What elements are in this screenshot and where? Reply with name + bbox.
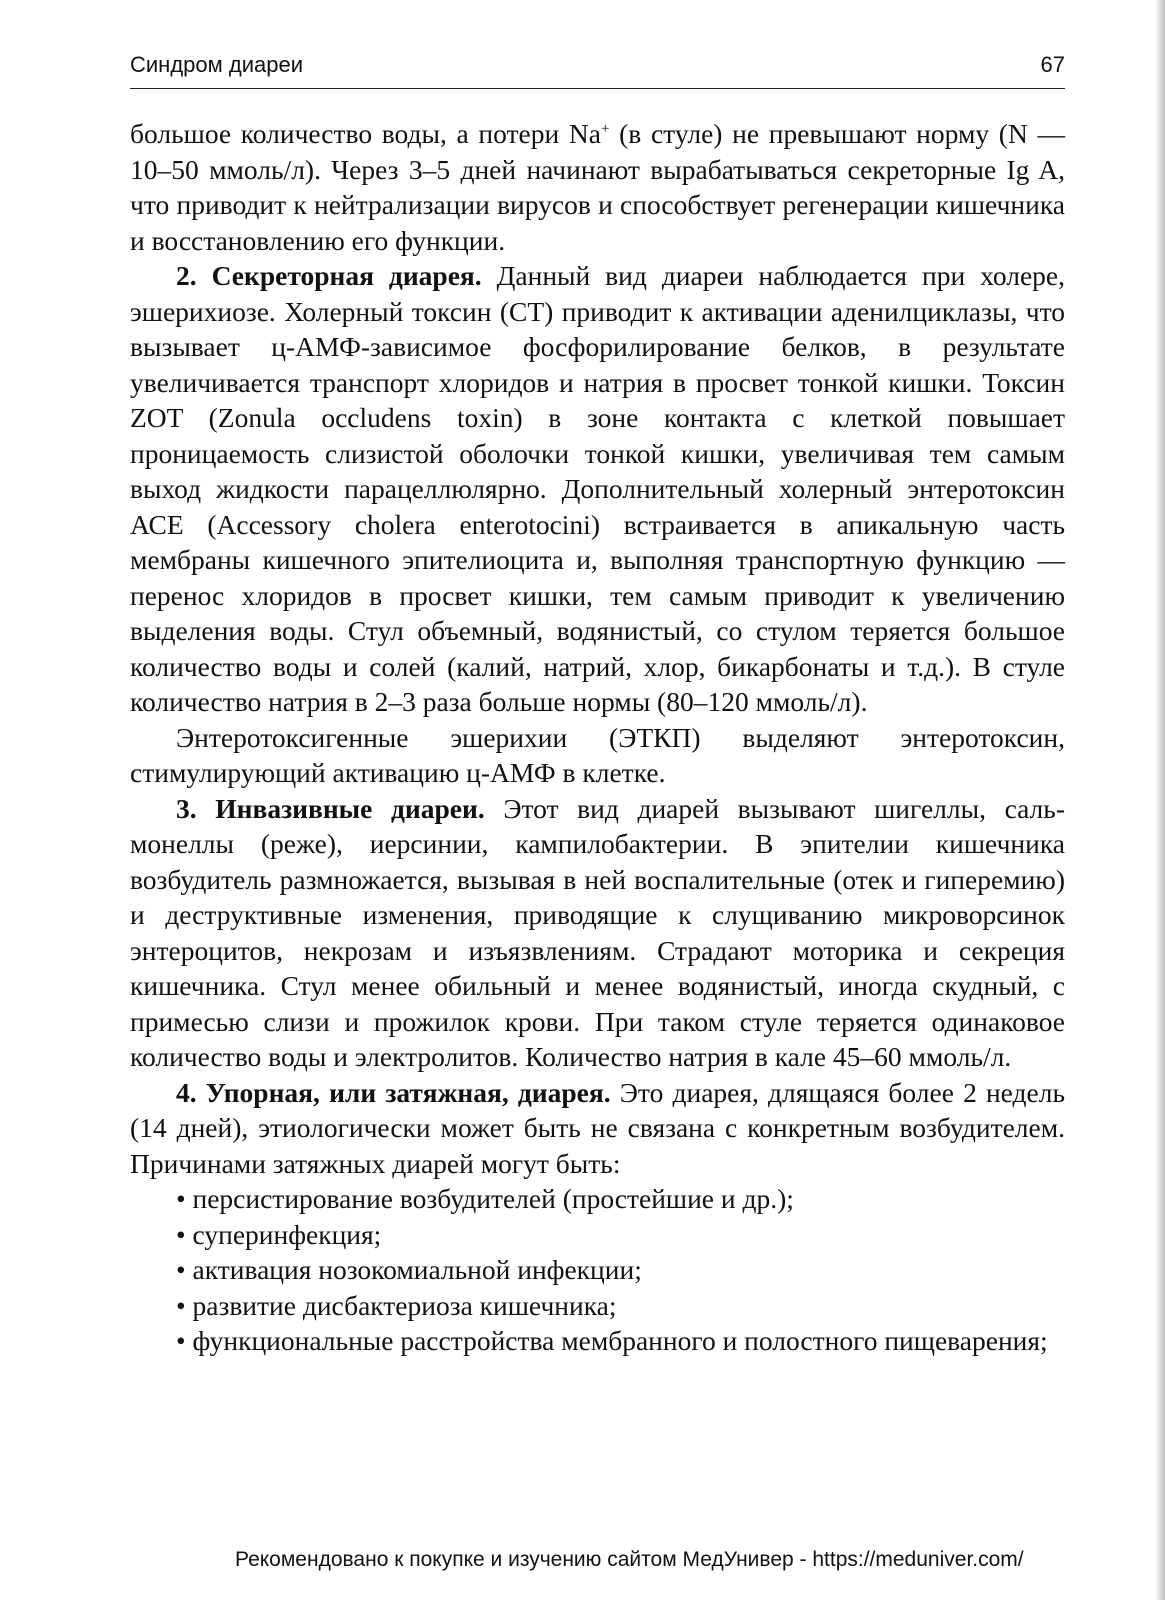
- list-item: • функциональные расстройства мембранного и полостного пищеварения;: [176, 1325, 1048, 1356]
- paragraph-continuation: большое количество воды, а потери Na+ (в стуле) не превышают норму (N — 10–50 ммоль/л). Через 3–5 дней начинают вырабатываться секреторные Ig A, что приводит к нейтрализации вирусов и способствует регенерации кишечника и восстановлению его функции.: [130, 118, 1065, 256]
- superscript-plus: +: [600, 120, 610, 137]
- list-item: • активация нозокомиальной инфекции;: [176, 1254, 642, 1285]
- section-heading: 4. Упорная, или затяжная, диарея.: [176, 1076, 611, 1108]
- paragraph-invasive-diarrhea: 3. Инвазивные диареи. Этот вид диарей вызывают шигеллы, сальмонеллы (реже), иерсинии, кампилобактерии. В эпителии кишечника возбудитель размножается, вызывая в ней воспалительные (отек и гиперемию) и деструктивные изменения, приводящие к слущиванию микроворсинок энтероцитов, некрозам и изъязвлениям. Страдают моторика и секреция кишечника. Стул менее обильный и менее водянистый, иногда скудный, с примесью слизи и прожилок крови. При таком стуле теряется одинаковое количество воды и электролитов. Количество натрия в кале 45–60 ммоль/л.: [130, 792, 1065, 1072]
- page-body: [130, 116, 1065, 1359]
- chapter-title: Синдром диареи: [130, 52, 303, 77]
- paragraph-secretory-diarrhea: 2. Секреторная диарея. Данный вид диареи наблюдается при холере, эшерихиозе. Холерный токсин (СТ) приводит к активации аденилциклазы, что вызывает ц-АМФ-зависимое фосфорилирование белков, в результате увеличивается транспорт хлоридов и натрия в просвет тонкой кишки. Токсин ZOT (Zonula occludens toxin) в зоне контакта с клеткой повышает проницаемость слизистой оболочки тонкой кишки, увеличивая тем самым выход жидкости парацеллюлярно. Дополнительный холерный энтеротоксин АСЕ (Accessory cholera enterotocini) встраивается в апикальную часть мембраны кишечного эпителиоцита и, выполняя транспортную функцию — перенос хлоридов в просвет кишки, тем самым приводит к увеличению выделения воды. Стул объемный, водянистый, со стулом теряется большое количество воды и солей (калий, натрий, хлор, бикарбонаты и т.д.). В стуле количество натрия в 2–3 раза больше нормы (80–120 ммоль/л).: [130, 260, 1065, 717]
- section-heading: 2. Секреторная диарея.: [176, 260, 482, 291]
- page-edge-shadow: [1155, 0, 1165, 1600]
- list-item: • суперинфекция;: [176, 1218, 382, 1250]
- list-item: • персистирование возбудителей (простейшие и др.);: [176, 1183, 794, 1214]
- paragraph-persistent-diarrhea: 4. Упорная, или затяжная, диарея. Это диарея, длящаяся более 2 недель (14 дней), этиологически может быть не связана с конкретным возбудителем. Причинами затяжных диарей могут быть:: [130, 1076, 1065, 1179]
- book-page: [130, 0, 1065, 1600]
- section-heading: 3. Инвазивные диареи.: [176, 792, 485, 824]
- running-header: [130, 52, 1065, 89]
- page-number: 67: [1040, 52, 1065, 77]
- list-item: • развитие дисбактериоза кишечника;: [176, 1289, 617, 1321]
- footer-watermark: Рекомендовано к покупке и изучению сайтом МедУнивер - https://meduniver.com/: [235, 1548, 1024, 1571]
- paragraph-etec: Энтеротоксигенные эшерихии (ЭТКП) выделяют энтеротоксин, стимулирующий активацию ц-АМФ в клетке.: [130, 721, 1065, 788]
